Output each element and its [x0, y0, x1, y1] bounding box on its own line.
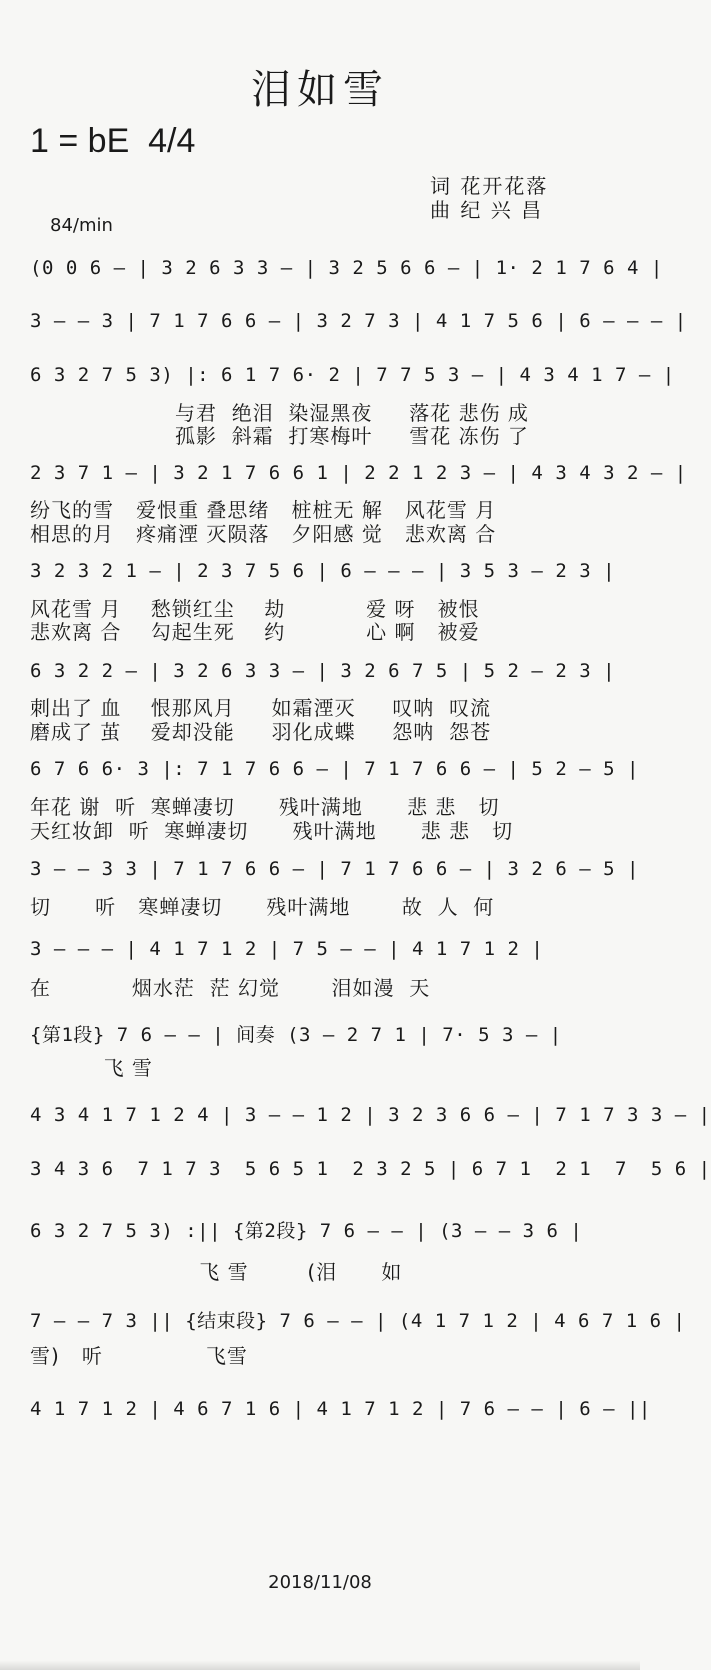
song-title: 泪如雪 — [251, 67, 389, 113]
lyric-line: 刺出了 血 恨那风月 如霜湮灭 叹呐 叹流 — [30, 696, 492, 720]
notation-row: 4 3 4 1 7 1 2 4 | 3 – – 1 2 | 3 2 3 6 6 – | 7 1 7 3 3 – | — [30, 1104, 711, 1126]
page-bottom-edge — [0, 1660, 640, 1670]
lyric-line: 相思的月 疼痛湮 灭陨落 夕阳感 觉 悲欢离 合 — [30, 522, 497, 546]
notation-row: 2 3 7 1 – | 3 2 1 7 6 6 1 | 2 2 1 2 3 – | 4 3 4 3 2 – | — [30, 462, 687, 484]
lyric-line: 磨成了 茧 爱却没能 羽化成蝶 怨呐 怨苍 — [30, 720, 492, 744]
lyric-line: 切 听 寒蝉凄切 残叶满地 故 人 何 — [30, 895, 495, 919]
tempo-marking: 84/min — [50, 215, 113, 236]
notation-row: 3 – – – | 4 1 7 1 2 | 7 5 – – | 4 1 7 1 2 | — [30, 938, 544, 960]
lyric-line: 纷飞的雪 爱恨重 叠思绪 桩桩无 解 风花雪 月 — [30, 498, 497, 522]
notation-row: {第1段} 7 6 – – | 间奏 (3 – 2 7 1 | 7· 5 3 – | — [30, 1024, 562, 1046]
composer-credit: 曲 纪 兴 昌 — [430, 198, 544, 222]
notation-row: 6 3 2 2 – | 3 2 6 3 3 – | 3 2 6 7 5 | 5 2 – 2 3 | — [30, 660, 616, 682]
key-signature: 1 = bE 4/4 — [30, 122, 196, 160]
notation-row: 6 3 2 7 5 3) :|| {第2段} 7 6 – – | (3 – – 3 6 | — [30, 1220, 583, 1242]
lyric-line: 天红妆卸 听 寒蝉凄切 残叶满地 悲 悲 切 — [30, 819, 514, 843]
lyric-line: 年花 谢 听 寒蝉凄切 残叶满地 悲 悲 切 — [30, 795, 500, 819]
notation-row: 3 – – 3 3 | 7 1 7 6 6 – | 7 1 7 6 6 – | 3 2 6 – 5 | — [30, 858, 639, 880]
lyricist-credit: 词 花开花落 — [430, 174, 549, 198]
notation-row: 3 4 3 6 7 1 7 3 5 6 5 1 2 3 2 5 | 6 7 1 2 1 7 5 6 | — [30, 1158, 711, 1180]
lyric-line: 飞 雪 (泪 如 — [30, 1260, 403, 1284]
notation-row: (0 0 6 – | 3 2 6 3 3 – | 3 2 5 6 6 – | 1· 2 1 7 6 4 | — [30, 257, 663, 279]
notation-row: 4 1 7 1 2 | 4 6 7 1 6 | 4 1 7 1 2 | 7 6 – – | 6 – || — [30, 1398, 651, 1420]
lyric-line: 悲欢离 合 勾起生死 约 心 啊 被爱 — [30, 620, 480, 644]
notation-row: 7 – – 7 3 || {结束段} 7 6 – – | (4 1 7 1 2 | 4 6 7 1 6 | — [30, 1310, 686, 1332]
lyric-line: 风花雪 月 愁锁红尘 劫 爱 呀 被恨 — [30, 597, 480, 621]
notation-row: 6 3 2 7 5 3) |: 6 1 7 6· 2 | 7 7 5 3 – | 4 3 4 1 7 – | — [30, 364, 675, 386]
notation-row: 3 – – 3 | 7 1 7 6 6 – | 3 2 7 3 | 4 1 7 5 6 | 6 – – – | — [30, 310, 687, 332]
lyric-line: 与君 绝泪 染湿黑夜 落花 悲伤 成 — [175, 401, 529, 425]
notation-row: 3 2 3 2 1 – | 2 3 7 5 6 | 6 – – – | 3 5 3 – 2 3 | — [30, 560, 616, 582]
date-stamp: 2018/11/08 — [268, 1572, 372, 1593]
notation-row: 6 7 6 6· 3 |: 7 1 7 6 6 – | 7 1 7 6 6 – | 5 2 – 5 | — [30, 758, 639, 780]
lyric-line: 雪) 听 飞雪 — [30, 1344, 248, 1368]
lyric-line: 孤影 斜霜 打寒梅叶 雪花 冻伤 了 — [175, 424, 529, 448]
lyric-line: 飞 雪 — [30, 1056, 153, 1080]
lyric-line: 在 烟水茫 茫 幻觉 泪如漫 天 — [30, 976, 431, 1000]
